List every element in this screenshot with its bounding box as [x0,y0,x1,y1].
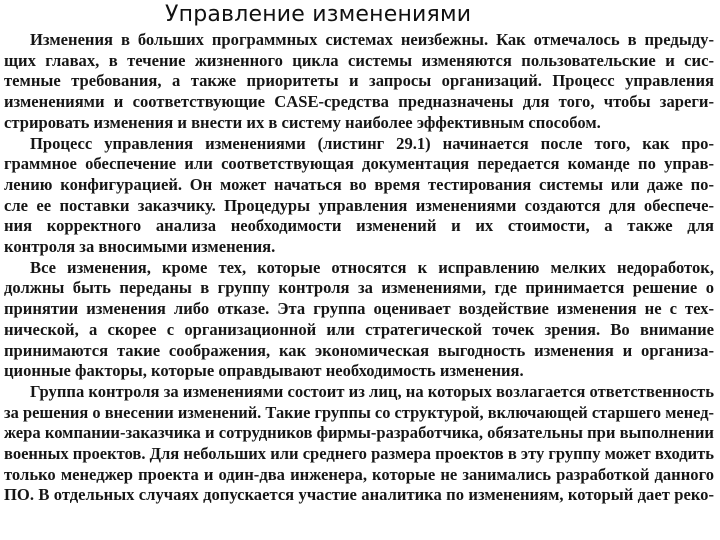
text-line: контроля за вносимыми изменения. [4,237,276,257]
paragraph [4,134,714,258]
text-line: ПО. В отдельных случаях допускается участие аналитика по изменениям, который дает реко- [4,485,714,505]
text-line: нической, а скорее с организационной или стратегической точек зрения. Во внимание [4,319,714,339]
text-line: ционные факторы, которые оправдывают необходимость изменения. [4,361,524,381]
text-line: Все изменения, кроме тех, которые относятся к исправлению мелких недоработок, [30,257,714,277]
text-line: за решения о внесении изменений. Такие группы со структурой, включающей старшего менед- [4,402,714,422]
text-line: должны быть переданы в группу контроля за изменениями, где принимается решение о [4,278,714,298]
text-line: принимаются такие соображения, как экономическая выгодность изменения и организа- [4,340,714,360]
text-line: ния корректного анализа необходимости изменений и их стоимости, а также для [4,216,714,236]
text-line: лению конфигурацией. Он может начаться во время тестирования системы или даже по- [4,174,714,194]
page-title: Управление изменениями [165,2,472,27]
paragraph [4,258,714,382]
paragraph [4,30,714,134]
text-line: Процесс управления изменениями (листинг 29.1) начинается после того, как про- [30,133,714,153]
paragraph [4,382,714,506]
text-line: изменениями и соответствующие CASE-средства предназначены для того, чтобы зареги- [4,92,714,112]
text-line: сле ее поставки заказчику. Процедуры управления изменениями создаются для обеспече- [4,195,714,215]
text-line: щих главах, в течение жизненного цикла системы изменяются пользовательские и сис- [4,50,714,70]
text-line: Изменения в больших программных системах неизбежны. Как отмечалось в предыду- [30,30,714,49]
text-line: граммное обеспечение или соответствующая документация передается команде по управ- [4,154,714,174]
text-line: военных проектов. Для небольших или среднего размера проектов в эту группу может входить [4,444,714,464]
text-line: только менеджер проекта и один-два инженера, которые не занимались разработкой данного [4,464,714,484]
text-line: темные требования, а также приоритеты и запросы организаций. Процесс управления [4,71,714,91]
text-line: Группа контроля за изменениями состоит из лиц, на которых возлагается ответственность [30,381,714,401]
text-line: принятии изменения либо отказе. Эта группа оценивает воздействие изменения не с тех- [4,299,714,319]
text-line: стрировать изменения и внести их в систему наиболее эффективным способом. [4,112,601,132]
text-line: жера компании-заказчика и сотрудников фирмы-разработчика, обязательны при выполнении [4,423,714,443]
scanned-text-block [4,30,714,506]
